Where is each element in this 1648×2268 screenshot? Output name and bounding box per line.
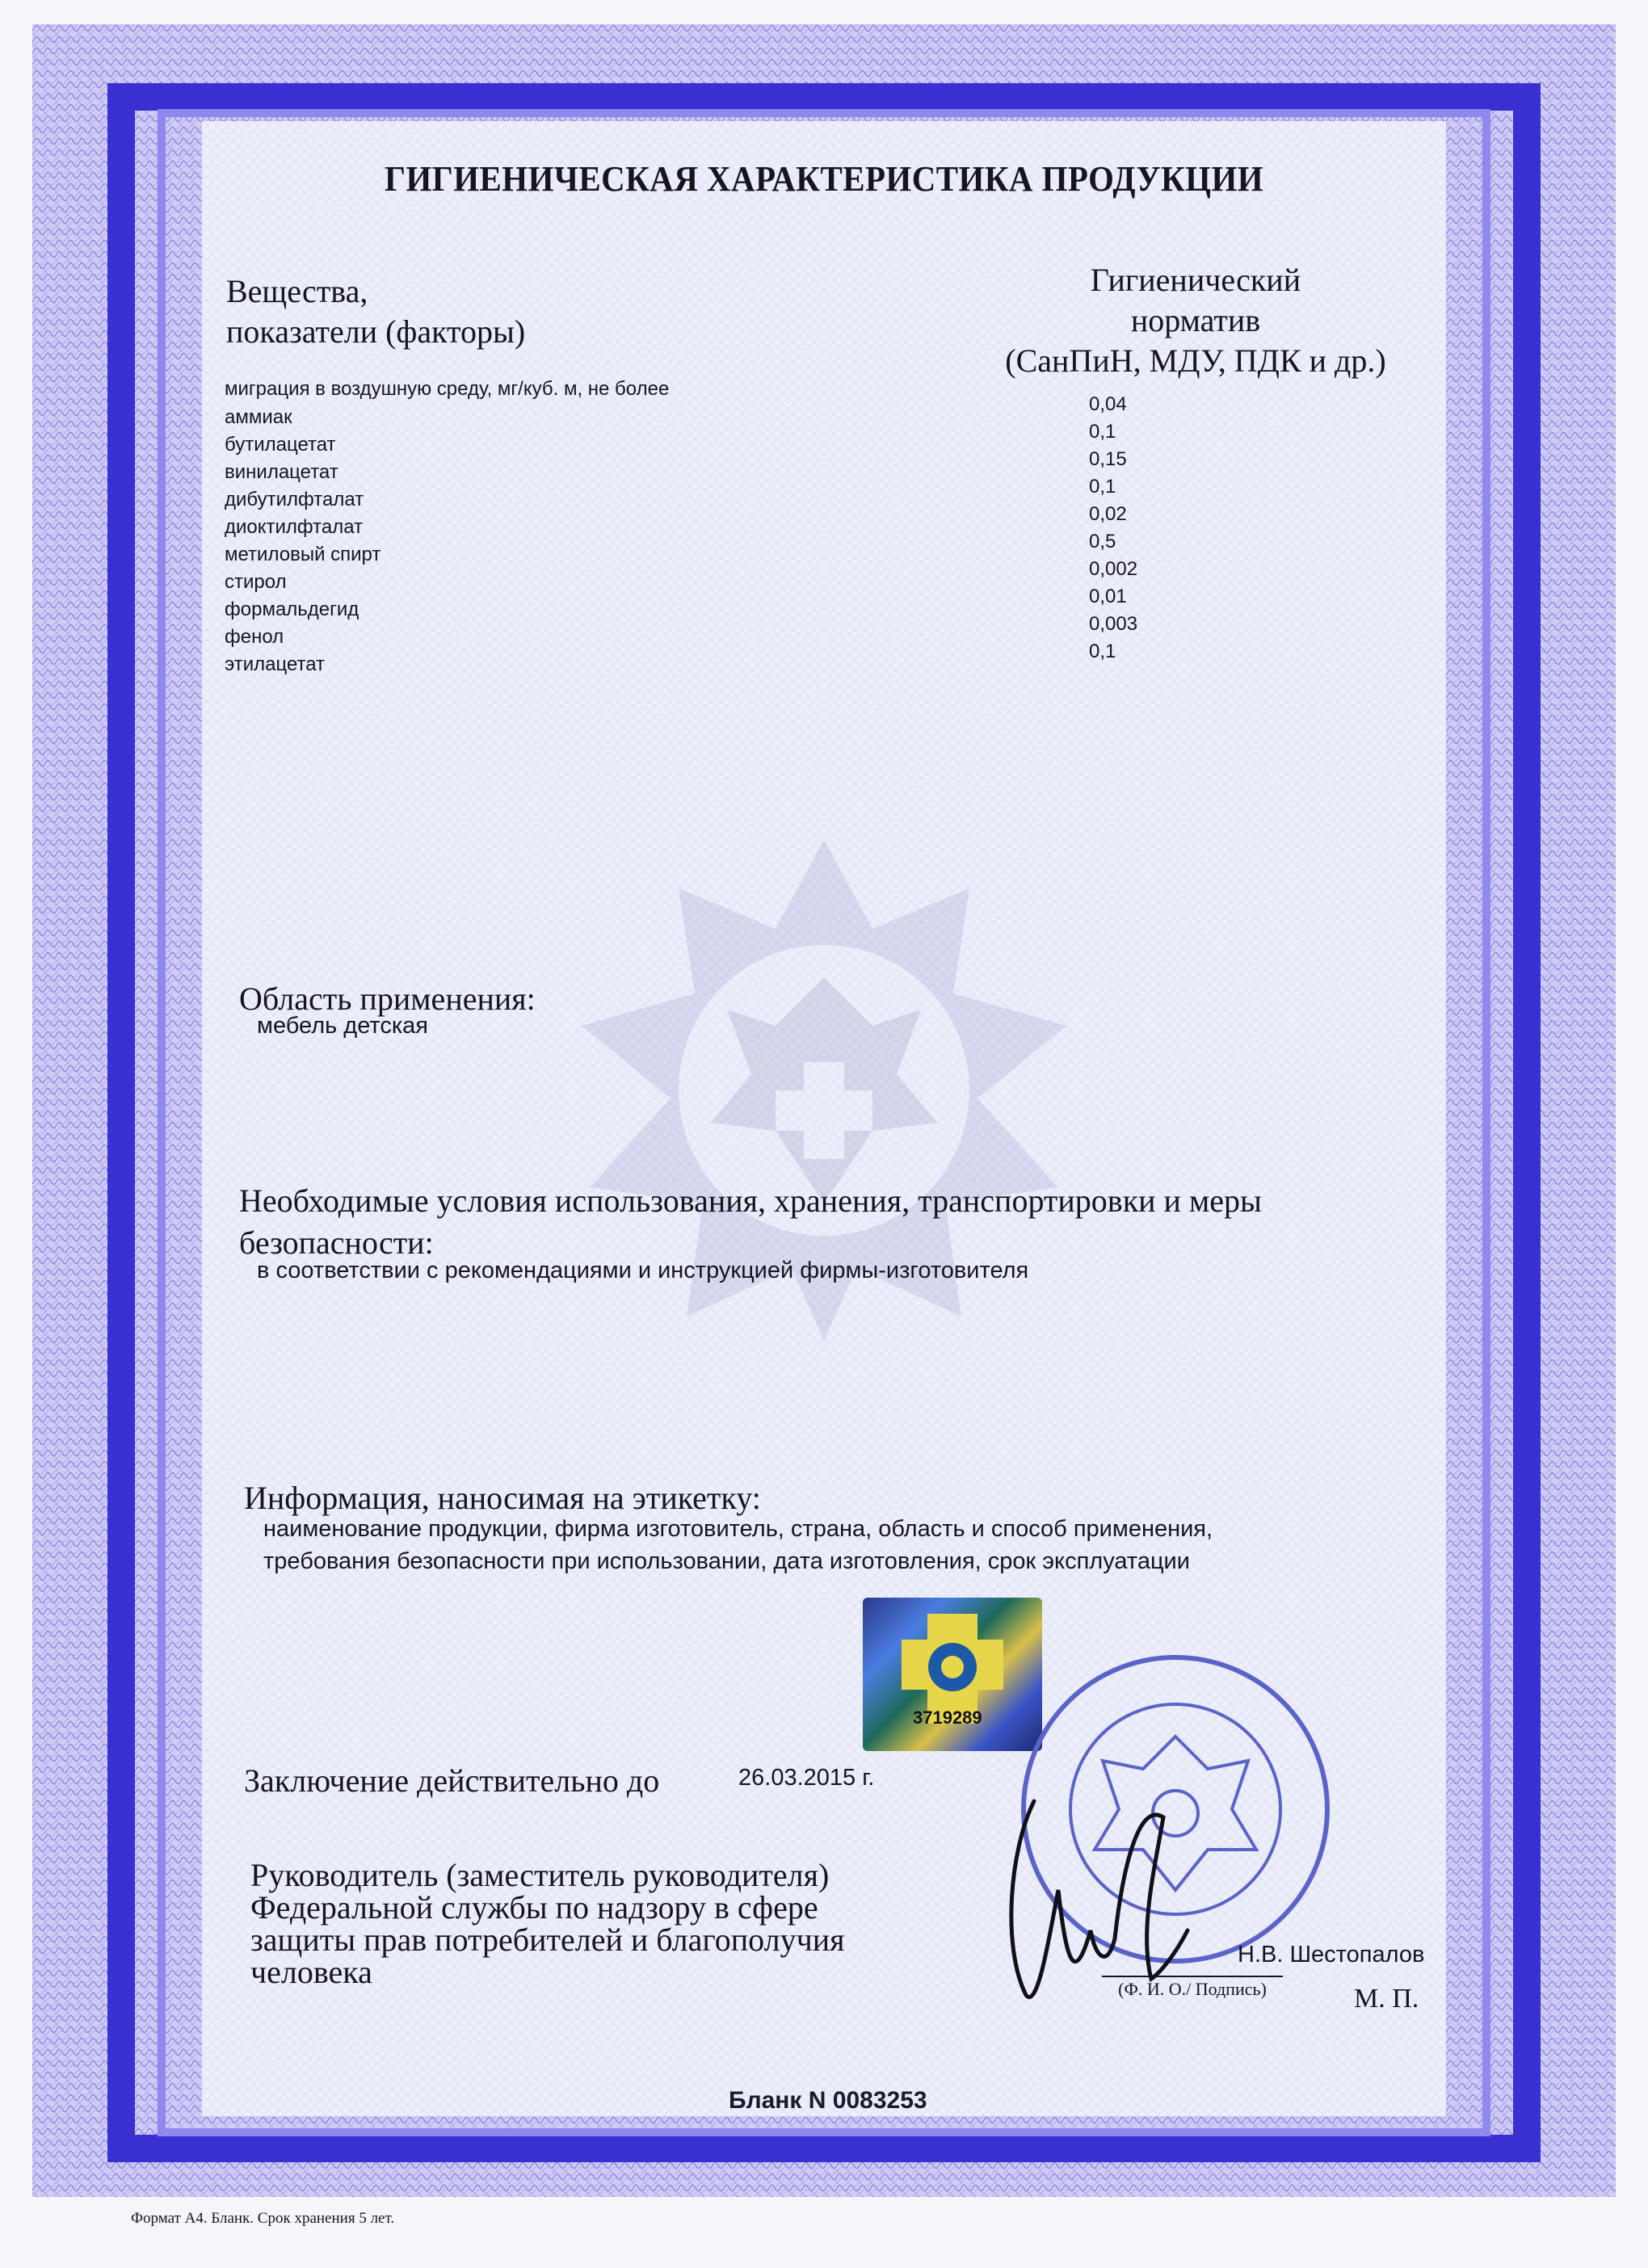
signatory-line3: защиты прав потребителей и благополучия [250, 1922, 845, 1958]
signatory-line2: Федеральной службы по надзору в сфере [250, 1889, 818, 1926]
substance-name: дибутилфталат [225, 489, 364, 510]
blank-number: Бланк N 0083253 [729, 2087, 927, 2114]
substance-norm: 0,002 [1089, 558, 1138, 580]
substance-norm: 0,1 [1089, 640, 1116, 662]
substance-norm: 0,1 [1089, 476, 1116, 498]
substance-norm: 0,003 [1089, 613, 1138, 635]
signatory-name: Н.В. Шестопалов [1238, 1942, 1425, 1968]
substance-row [225, 558, 1194, 598]
column-right-line1: Гигиенический [1090, 262, 1301, 298]
validity-label: Заключение действительно до [244, 1762, 660, 1799]
substance-name: этилацетат [225, 653, 326, 675]
substance-row [225, 503, 1194, 544]
column-left-line1: Вещества, [226, 273, 368, 309]
substance-row [225, 586, 1194, 626]
substance-name: аммиак [225, 406, 292, 428]
label-info-line1: наименование продукции, фирма изготовитель, страна, область и способ применения, [263, 1516, 1213, 1542]
substance-name: бутилацетат [225, 434, 336, 456]
label-info-line2: требования безопасности при использовании, дата изготовления, срок эксплуатации [263, 1548, 1190, 1574]
substance-norm: 0,02 [1089, 503, 1127, 525]
substance-name: стирол [225, 571, 287, 593]
substance-norm: 0,04 [1089, 393, 1127, 415]
substance-name: метиловый спирт [225, 544, 381, 565]
substance-name: винилацетат [225, 461, 338, 483]
substance-row [225, 476, 1194, 516]
application-label: Область применения: [239, 981, 536, 1017]
column-right-line2: норматив [1130, 302, 1261, 338]
substance-norm: 0,15 [1089, 448, 1127, 470]
substance-name: формальдегид [225, 598, 359, 620]
document-title: ГИГИЕНИЧЕСКАЯ ХАРАКТЕРИСТИКА ПРОДУКЦИИ [384, 159, 1264, 199]
label-info-label: Информация, наносимая на этикетку: [244, 1480, 761, 1516]
column-right-line3: (СанПиН, МДУ, ПДК и др.) [1005, 342, 1386, 379]
substance-row [225, 393, 1194, 434]
footer-note: Формат А4. Бланк. Срок хранения 5 лет. [131, 2210, 395, 2227]
column-left-line2: показатели (факторы) [226, 313, 526, 350]
signatory-title [250, 1859, 845, 1989]
signature-caption: (Ф. И. О./ Подпись) [1102, 1976, 1283, 2000]
column-left-heading [226, 271, 525, 352]
substance-row [225, 448, 1194, 489]
substance-row [225, 421, 1194, 461]
handwritten-signature-icon [1002, 1769, 1196, 2011]
substance-norm: 0,5 [1089, 531, 1116, 552]
substance-name: фенол [225, 626, 284, 648]
conditions-value: в соответствии с рекомендациями и инструкцией фирмы-изготовителя [257, 1258, 1029, 1283]
validity-date: 26.03.2015 г. [738, 1765, 875, 1791]
column-right-heading [969, 260, 1422, 381]
migration-header: миграция в воздушную среду, мг/куб. м, не более [225, 378, 670, 400]
signatory-line1: Руководитель (заместитель руководителя) [250, 1857, 830, 1893]
hologram-number: 3719289 [913, 1707, 982, 1728]
signatory-line4: человека [250, 1954, 372, 1990]
substance-row [225, 613, 1194, 653]
substance-norm: 0,01 [1089, 586, 1127, 607]
substance-norm: 0,1 [1089, 421, 1116, 443]
application-value: мебель детская [257, 1013, 428, 1039]
substance-row [225, 640, 1194, 681]
seal-place-label: М. П. [1354, 1984, 1419, 2014]
conditions-label-line1: Необходимые условия использования, хранения, транспортировки и меры [239, 1182, 1262, 1219]
substance-row [225, 531, 1194, 571]
conditions-label-line2: безопасности: [239, 1224, 434, 1261]
substance-name: диоктилфталат [225, 516, 364, 538]
